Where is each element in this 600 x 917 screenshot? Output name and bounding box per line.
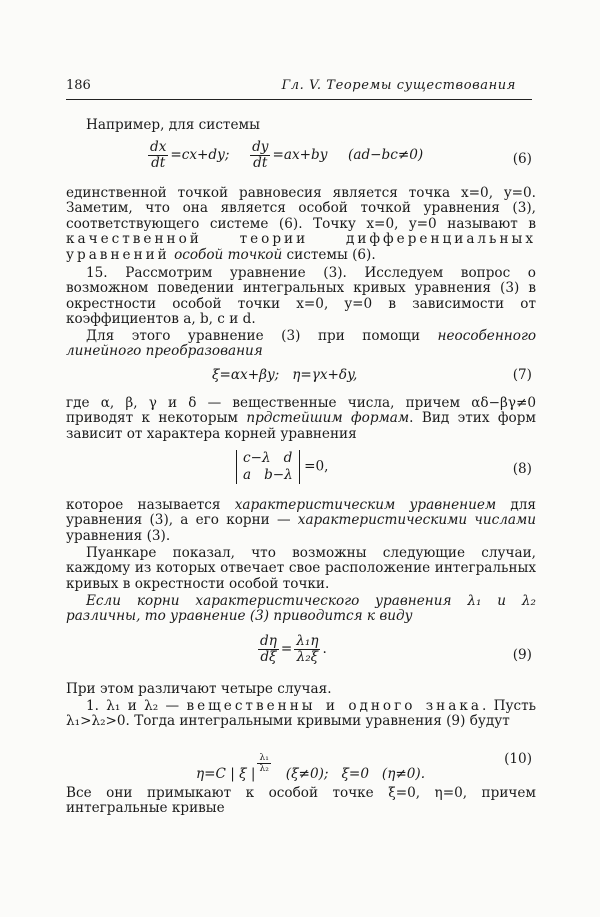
p4-italic-term: неособенного линейного преобразования: [66, 328, 536, 360]
eq10-lhs: η=C | ξ |: [195, 766, 256, 783]
fraction-lambda: $\frac{\text{λ₁η}}{\text{λ₂ξ}}$: [296, 633, 319, 665]
fraction-deta-dxi: $\frac{d\eta}{d\xi}$: [260, 633, 277, 665]
equation-number-6: (6): [512, 151, 532, 167]
eq6-rhs2: =ax+by: [272, 147, 328, 163]
p11-text: Все они примыкают к особой точке ξ=0, η=0, причем интегральные кривые: [66, 785, 536, 817]
p10-spaced-term: вещественны и одного знака: [186, 698, 482, 714]
eq7-expression: ξ=αx+βy; η=γx+δy,: [212, 367, 358, 383]
p8-text: Если корни характеристического уравнения λ₁ и λ₂ различны, то уравнение (3) приводится к виду: [66, 593, 536, 625]
eq6-rhs1: =cx+dy;: [170, 147, 230, 163]
page-number: 186: [66, 78, 91, 93]
p9-text: При этом различают четыре случая.: [66, 681, 332, 697]
eq6-condition: (ad−bc≠0): [348, 147, 424, 163]
p5-text-c: . Вид этих форм зависит от характера корней уравнения: [66, 410, 536, 442]
equation-7: [66, 366, 536, 390]
p2-italic-term: особой точкой: [174, 246, 283, 263]
p6-italic-term-1: характеристическим уравнением: [234, 497, 497, 513]
p3-text: 15. Рассмотрим уравнение (3). Исследуем вопрос о возможном поведении интегральных кривых уравнения (3) в окрестности особой точки x=0, y=0 в зависимости от коэффициентов a, b, c и d.: [66, 265, 536, 328]
equation-8: [66, 446, 536, 490]
determinant: c−λ d a b−λ: [236, 450, 300, 484]
equation-10: [66, 738, 536, 782]
eq10-rest: (ξ≠0); ξ=0 (η≠0).: [285, 766, 426, 783]
paragraph-coefficients: [66, 396, 536, 442]
eq10-exponent: $\frac{\text{λ₁}}{\text{λ₂}}$: [259, 753, 269, 775]
fraction-dy-dt: $\frac{dy}{dt}$: [252, 139, 269, 171]
p6-text-c: для уравнения (3), а его корни —: [66, 497, 536, 529]
fraction-dx-dt: $\frac{dx}{dt}$: [150, 139, 167, 171]
p6-italic-term-2: характеристическими числами: [297, 512, 536, 529]
p10-text-c: . Пусть λ₁>λ₂>0. Тогда интегральными кривыми уравнения (9) будут: [66, 698, 536, 730]
paragraph-four-cases: [66, 682, 536, 697]
paragraph-characteristic: [66, 498, 536, 544]
eq8-rhs: =0,: [304, 458, 329, 475]
paragraph-poincare: [66, 546, 536, 592]
p2-spaced-term: качественной теории дифференциальных уравнений: [66, 231, 536, 263]
equation-number-8: (8): [512, 461, 532, 477]
paragraph-case-1: [66, 699, 536, 730]
equation-number-10: (10): [504, 751, 532, 767]
equation-number-7: (7): [512, 367, 532, 383]
p7-text: Пуанкаре показал, что возможны следующие случаи, каждому из которых отвечает свое расположение интегральных кривых в окрестности особой точки.: [66, 545, 536, 592]
p5-text-a: где α, β, γ и δ — вещественные числа, причем αδ−βγ≠0 приводят к некоторым: [66, 395, 536, 427]
p5-italic-term: прдстейшим формам: [246, 410, 410, 427]
paragraph-transform: [66, 329, 536, 360]
p6-text-e: уравнения (3).: [66, 527, 171, 544]
p4-text-a: Для этого уравнение (3) при помощи: [86, 328, 438, 344]
paragraph-equilibrium: [66, 186, 536, 263]
running-title: Гл. V. Теоремы существования: [281, 78, 516, 93]
header-rule: [66, 99, 532, 100]
equation-9: $\frac{d\eta}{d\xi}$ = $\frac{\text{λ₁η}}{\text{λ₂ξ}}$ . (9): [260, 633, 532, 665]
p10-text-a: 1. λ₁ и λ₂ —: [86, 698, 187, 714]
equation-6: [66, 138, 536, 182]
paragraph-intro: [66, 118, 536, 133]
paragraph-distinct-roots: [66, 594, 536, 625]
p2-text-a: единственной точкой равновесия является точка x=0, y=0. Заметим, что она является особой точкой уравнения (3), соответствующего системе (6). Точку x=0, y=0 называют в: [66, 185, 536, 232]
paragraph-15: [66, 266, 536, 328]
paragraph-closing: [66, 786, 536, 817]
equation-number-9: (9): [512, 647, 532, 663]
running-header: [66, 78, 536, 96]
p6-text-a: которое называется: [66, 497, 235, 513]
p2-text-e: системы (6).: [282, 246, 376, 263]
intro-text: Например, для системы: [86, 117, 260, 133]
